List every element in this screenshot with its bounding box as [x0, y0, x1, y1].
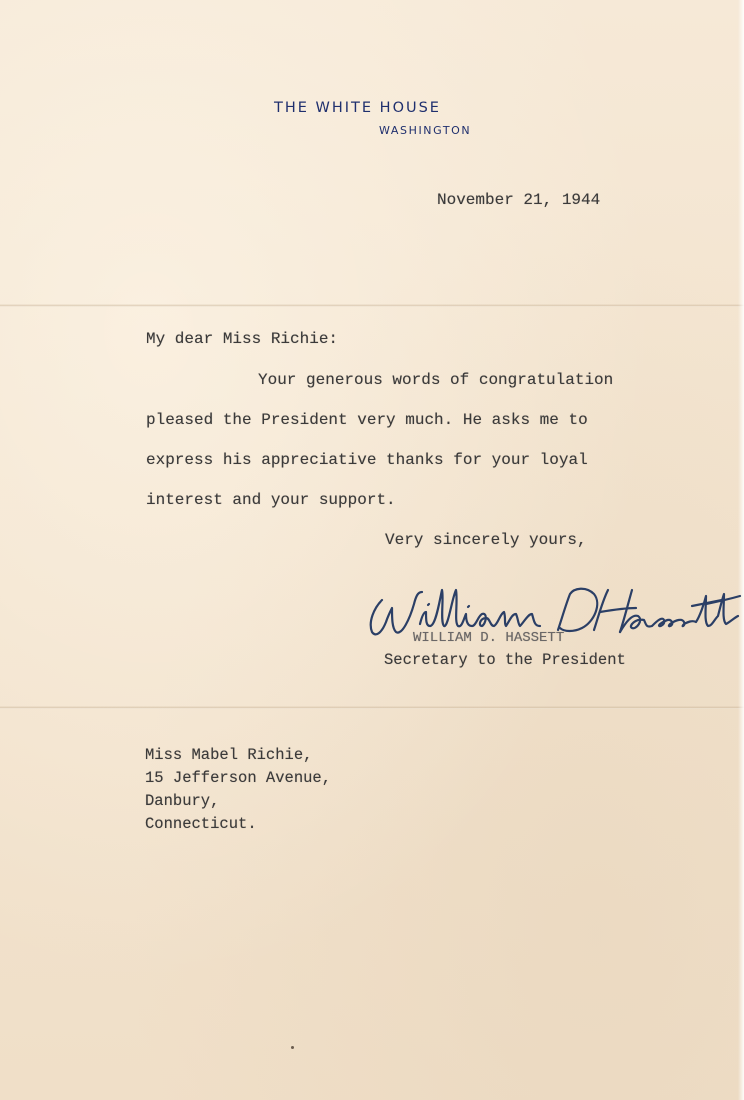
paper-edge	[738, 0, 744, 1100]
paper-speck	[291, 1046, 294, 1049]
signer-name: WILLIAM D. HASSETT	[413, 630, 565, 646]
letter-date: November 21, 1944	[437, 191, 601, 209]
address-line: 15 Jefferson Avenue,	[145, 769, 332, 787]
body-line: Your generous words of congratulation	[258, 371, 614, 389]
salutation: My dear Miss Richie:	[146, 330, 339, 348]
fold-crease-lower	[0, 706, 744, 709]
letterhead-title: THE WHITE HOUSE	[274, 100, 441, 116]
signer-title: Secretary to the President	[384, 651, 626, 669]
fold-crease-upper	[0, 304, 744, 307]
address-line: Danbury,	[145, 792, 220, 810]
body-line: interest and your support.	[146, 491, 396, 509]
address-line: Connecticut.	[145, 815, 257, 833]
body-line: pleased the President very much. He asks me to	[146, 411, 588, 429]
letterhead-subtitle: WASHINGTON	[379, 124, 472, 137]
handwritten-signature	[362, 578, 742, 648]
closing: Very sincerely yours,	[385, 531, 587, 549]
address-line: Miss Mabel Richie,	[145, 746, 313, 764]
body-line: express his appreciative thanks for your loyal	[146, 451, 588, 469]
